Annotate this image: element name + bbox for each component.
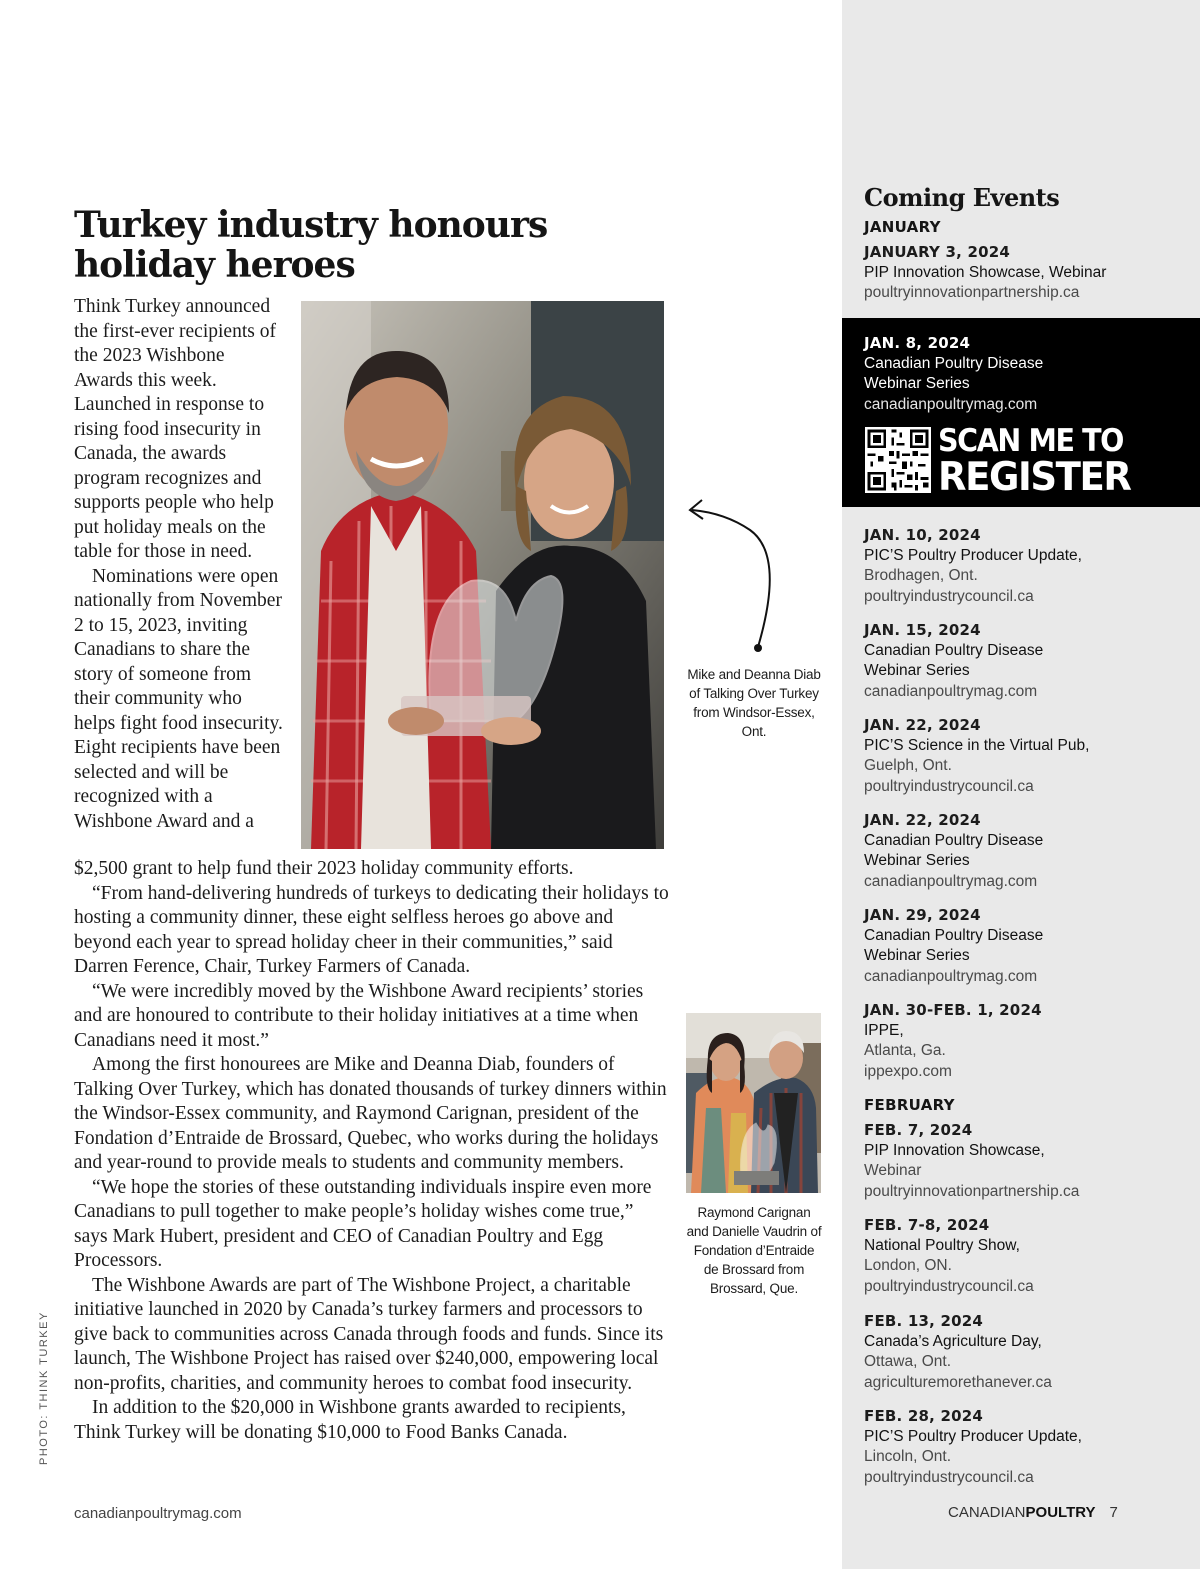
article-column-wide [74, 857, 670, 1445]
event-item [864, 525, 1184, 607]
event-location: London, ON. [864, 1257, 952, 1274]
photo-mike-deanna-diab [301, 301, 664, 849]
event-name: PIP Innovation Showcase, Webinar [864, 263, 1107, 281]
magazine-name-plain: CANADIAN [948, 1504, 1026, 1521]
event-item [864, 715, 1184, 797]
event-url[interactable]: canadianpoultrymag.com [864, 967, 1038, 985]
event-item [864, 1000, 1184, 1082]
event-location: Webinar [864, 1162, 922, 1179]
event-location: Ottawa, Ont. [864, 1353, 952, 1370]
caption-arrow [680, 495, 790, 655]
event-date: FEB. 28, 2024 [864, 1407, 983, 1425]
event-date: JAN. 22, 2024 [864, 716, 981, 734]
event-url[interactable]: canadianpoultrymag.com [864, 872, 1038, 890]
event-name-line-2: Webinar Series [864, 375, 970, 392]
event-location: Brodhagen, Ont. [864, 567, 978, 584]
photo-credit: PHOTO: THINK TURKEY [38, 1311, 50, 1465]
event-location: Guelph, Ont. [864, 757, 952, 774]
event-url[interactable]: poultryindustrycouncil.ca [864, 1277, 1034, 1295]
event-date: JAN. 10, 2024 [864, 526, 981, 544]
event-name: PIC’S Poultry Producer Update, [864, 546, 1082, 564]
event-name-line-1: Canadian Poultry Disease [864, 354, 1044, 372]
page-number: 7 [1109, 1504, 1118, 1521]
article-paragraph-6: “We hope the stories of these outstanding individuals inspire even more Canadians to pull together to make people’s holiday wishes come true,” says Mark Hubert, president and CEO of Canadian Poultry and Egg Processors. [74, 1176, 652, 1271]
event-date: JAN. 8, 2024 [864, 334, 971, 352]
event-url[interactable]: ippexpo.com [864, 1062, 952, 1080]
article-paragraph-5: Among the first honourees are Mike and Deanna Diab, founders of Talking Over Turkey, which has donated thousands of turkey dinners within the Windsor-Essex community, and Raymond Carignan, president of the Fondation d’Entraide de Brossard, Quebec, who works during the holidays and year-round to provide meals to students and community members. [74, 1054, 667, 1173]
featured-event-item [864, 333, 1184, 415]
photo-caption-2: Raymond Carignan and Danielle Vaudrin of Fondation d’Entraide de Brossard from Brossard, Que. [686, 1205, 822, 1296]
event-url[interactable]: poultryindustrycouncil.ca [864, 777, 1034, 795]
event-item [864, 1311, 1184, 1393]
photo-caption-1: Mike and Deanna Diab of Talking Over Turkey from Windsor-Essex, Ont. [687, 667, 821, 739]
event-url[interactable]: poultryinnovationpartnership.ca [864, 1182, 1080, 1200]
article-column-narrow [74, 295, 286, 834]
scan-line-1: SCAN ME TO [938, 423, 1124, 459]
event-name-line-1: Canadian Poultry Disease [864, 926, 1044, 944]
event-item [864, 810, 1184, 892]
event-name: National Poultry Show, [864, 1236, 1020, 1254]
footer-magazine-name [948, 1504, 1118, 1521]
month-heading-january: JANUARY [864, 218, 941, 236]
event-date: FEB. 7, 2024 [864, 1121, 973, 1139]
photo-illustration [301, 301, 664, 849]
event-date: JAN. 30-FEB. 1, 2024 [864, 1001, 1042, 1019]
event-date: JAN. 15, 2024 [864, 621, 981, 639]
event-date: JAN. 29, 2024 [864, 906, 981, 924]
photo-raymond-danielle [686, 1013, 821, 1193]
event-item [864, 905, 1184, 987]
event-location: Lincoln, Ont. [864, 1448, 952, 1465]
event-url[interactable]: agriculturemorethanever.ca [864, 1373, 1052, 1391]
event-item [864, 242, 1184, 304]
article-paragraph-2: Nominations were open nationally from November 2 to 15, 2023, inviting Canadians to share the story of someone from their community who helps fight food insecurity. Eight recipients have been selected and will be recognized with a Wishbone Award and a [74, 565, 283, 832]
event-name: PIC’S Science in the Virtual Pub, [864, 736, 1090, 754]
article-paragraph-8: In addition to the $20,000 in Wishbone grants awarded to recipients, Think Turkey will be donating $10,000 to Food Banks Canada. [74, 1397, 626, 1443]
event-item [864, 1406, 1184, 1488]
event-item [864, 620, 1184, 702]
qr-code-icon[interactable] [865, 427, 931, 493]
article-paragraph-1: Think Turkey announced the first-ever recipients of the 2023 Wishbone Awards this week. Launched in response to rising food insecurity in Canada, the awards program recognizes and supports people who help put holiday meals on the table for those in need. [74, 296, 276, 562]
month-heading-february: FEBRUARY [864, 1096, 955, 1114]
article-paragraph-2-continued: $2,500 grant to help fund their 2023 holiday community efforts. [74, 858, 574, 879]
event-date: JAN. 22, 2024 [864, 811, 981, 829]
photo-illustration [686, 1013, 821, 1193]
event-name-line-2: Webinar Series [864, 852, 970, 869]
event-url[interactable]: canadianpoultrymag.com [864, 395, 1038, 413]
event-item [864, 1215, 1184, 1297]
event-name-line-1: Canadian Poultry Disease [864, 641, 1044, 659]
headline-line-1: Turkey industry honours [74, 204, 548, 246]
headline-line-2: holiday heroes [74, 244, 355, 286]
event-date: FEB. 7-8, 2024 [864, 1216, 990, 1234]
event-date: FEB. 13, 2024 [864, 1312, 983, 1330]
article-paragraph-4: “We were incredibly moved by the Wishbone Award recipients’ stories and are honoured to contribute to their holiday initiatives at a time when Canadians need it most.” [74, 980, 644, 1051]
event-name: PIC’S Poultry Producer Update, [864, 1427, 1082, 1445]
event-name: PIP Innovation Showcase, [864, 1141, 1045, 1159]
event-name-line-2: Webinar Series [864, 947, 970, 964]
event-name: IPPE, [864, 1021, 904, 1039]
event-url[interactable]: poultryinnovationpartnership.ca [864, 284, 1080, 301]
event-url[interactable]: poultryindustrycouncil.ca [864, 1468, 1034, 1486]
scan-to-register-label [938, 424, 1188, 498]
footer-website[interactable]: canadianpoultrymag.com [74, 1505, 242, 1522]
event-name-line-2: Webinar Series [864, 662, 970, 679]
event-url[interactable]: poultryindustrycouncil.ca [864, 587, 1034, 605]
article-paragraph-3: “From hand-delivering hundreds of turkeys to dedicating their holidays to hosting a community dinner, these eight selfless heroes go above and beyond each year to spread holiday cheer in their communities,” said Darren Ference, Chair, Turkey Farmers of Canada. [74, 882, 669, 977]
event-name: Canada’s Agriculture Day, [864, 1332, 1042, 1350]
event-location: Atlanta, Ga. [864, 1042, 946, 1059]
event-name-line-1: Canadian Poultry Disease [864, 831, 1044, 849]
scan-line-2: REGISTER [938, 455, 1131, 500]
event-date: JANUARY 3, 2024 [864, 243, 1010, 261]
event-item [864, 1120, 1184, 1202]
article-headline [74, 205, 574, 285]
magazine-name-bold: POULTRY [1025, 1504, 1096, 1521]
event-url[interactable]: canadianpoultrymag.com [864, 682, 1038, 700]
sidebar-title: Coming Events [864, 183, 1060, 212]
article-paragraph-7: The Wishbone Awards are part of The Wishbone Project, a charitable initiative launched in 2020 by Canada’s turkey farmers and processors to give back to communities across Canada through foods and funds. Since its launch, The Wishbone Project has raised over $240,000, empowering local non-profits, charities, and community heroes to combat food insecurity. [74, 1274, 664, 1394]
